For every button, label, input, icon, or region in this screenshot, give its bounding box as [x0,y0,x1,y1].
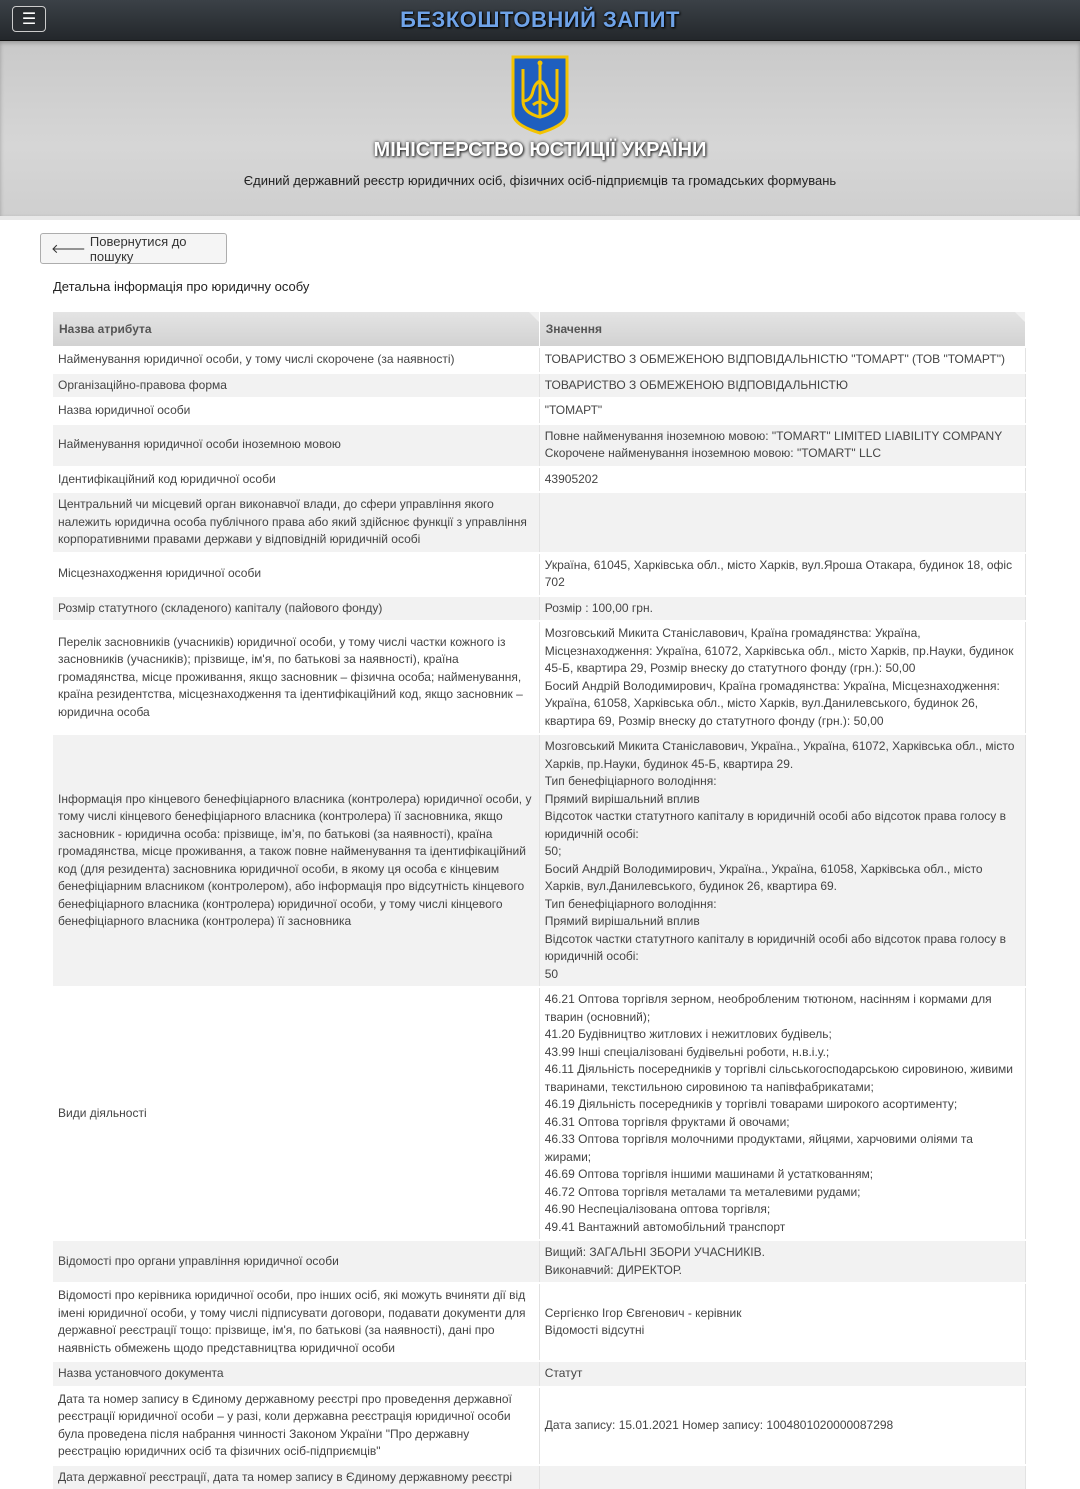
table-row [53,373,1026,399]
attribute-name: Місцезнаходження юридичної особи [53,553,539,596]
table-row [53,1240,1026,1283]
attribute-value: ТОВАРИСТВО З ОБМЕЖЕНОЮ ВІДПОВІДАЛЬНІСТЮ [539,373,1025,399]
attribute-name: Інформація про кінцевого бенефіціарного власника (контролера) юридичної особи, у тому числі кінцевого бенефіціарного власника (контролера) її засновника, якщо засновник - юридична особа: прізвище, ім’я, по батькові (за наявності), країна громадянства, місце проживання, а також повне найменування та ідентифікаційний код (для резидента) засновника юридичної особи, в якому ця особа є кінцевим бенефіціарним власником (контролером), або інформація про відсутність кінцевого бенефіціарного власника (контролера) юридичної особи, у тому числі кінцевого бенефіціарного власника (контролера) її засновника [53,734,539,987]
table-row [53,734,1026,987]
attribute-value: ТОВАРИСТВО З ОБМЕЖЕНОЮ ВІДПОВІДАЛЬНІСТЮ "ТОМАРТ" (ТОВ "ТОМАРТ") [539,347,1025,373]
back-button-label: Повернутися до пошуку [90,234,226,264]
attribute-name: Види діяльності [53,987,539,1240]
attribute-name: Найменування юридичної особи іноземною мовою [53,424,539,467]
top-bar-title: БЕЗКОШТОВНИЙ ЗАПИТ [0,0,1080,40]
column-header-value[interactable] [539,312,1025,347]
attribute-value: Мозговський Микита Станіславович, Україна., Україна, 61072, Харківська обл., місто Харків, пр.Науки, будинок 45-Б, квартира 29. Тип бенефіціарного володіння: Прямий вирішальний вплив Відсоток частки статутного капіталу в юридичній особі або відсоток права голосу в юридичній особі: 50; Босий Андрій Володимирович, Україна., Україна, 61058, Харківська обл., місто Харків, вул.Данилевського, будинок 26, квартира 69. Тип бенефіціарного володіння: Прямий вирішальний вплив Відсоток частки статутного капіталу в юридичній особі або відсоток права голосу в юридичній особі: 50 [539,734,1025,987]
column-header-label: Назва атрибута [59,322,152,336]
attribute-value: Україна, 61045, Харківська обл., місто Харків, вул.Яроша Отакара, будинок 18, офіс 702 [539,553,1025,596]
table-row [53,1283,1026,1361]
back-to-search-button[interactable] [40,233,227,264]
attribute-value [539,1465,1025,1489]
attribute-name: Ідентифікаційний код юридичної особи [53,467,539,493]
attribute-name: Організаційно-правова форма [53,373,539,399]
column-header-label: Значення [546,322,602,336]
ministry-header [0,41,1080,220]
attribute-value: Повне найменування іноземною мовою: "TOMART" LIMITED LIABILITY COMPANY Скорочене найменування іноземною мовою: "TOMART" LLC [539,424,1025,467]
table-header-row [53,312,1026,347]
attribute-name: Центральний чи місцевий орган виконавчої влади, до сфери управління якого належить юридична особа публічного права або який здійснює функції з управління корпоративними правами держави у відповідній юридичній особі [53,492,539,553]
table-row [53,987,1026,1240]
attribute-name: Перелік засновників (учасників) юридичної особи, у тому числі частки кожного із засновників (учасників); прізвище, ім'я, по батькові за наявності), країна громадянства, місце проживання, якщо засновник – фізична особа; найменування, країна резидентства, місцезнаходження та ідентифікаційний код, якщо засновник – юридична особа [53,621,539,734]
ministry-title: МІНІСТЕРСТВО ЮСТИЦІЇ УКРАЇНИ [0,139,1080,162]
attribute-name: Відомості про органи управління юридичної особи [53,1240,539,1283]
table-row [53,492,1026,553]
attribute-name: Назва установчого документа [53,1361,539,1387]
trident-emblem-icon [511,55,569,135]
attribute-name: Відомості про керівника юридичної особи, про інших осіб, які можуть вчиняти дії від імені юридичної особи, у тому числі підписувати договори, подавати документи для державної реєстрації тощо: прізвище, ім'я, по батькові (за наявності), дані про наявність обмежень щодо представництва юридичної особи [53,1283,539,1361]
attribute-value: 43905202 [539,467,1025,493]
top-bar [0,0,1080,41]
hamburger-menu-icon[interactable]: ☰ [12,6,46,32]
attribute-name: Дата та номер запису в Єдиному державному реєстрі про проведення державної реєстрації юридичної особи – у разі, коли державна реєстрація юридичної особи була проведена після набрання чинності Законом України "Про державну реєстрацію юридичних осіб та фізичних осіб-підприємців" [53,1387,539,1465]
entity-details-table [53,312,1026,1489]
attribute-name: Найменування юридичної особи, у тому числі скорочене (за наявності) [53,347,539,373]
table-row [53,553,1026,596]
table-row [53,398,1026,424]
attribute-value: Розмір : 100,00 грн. [539,596,1025,622]
attribute-value: "ТОМАРТ" [539,398,1025,424]
attribute-value: Вищий: ЗАГАЛЬНІ ЗБОРИ УЧАСНИКІВ. Виконавчий: ДИРЕКТОР. [539,1240,1025,1283]
table-row [53,347,1026,373]
attribute-value: Статут [539,1361,1025,1387]
attribute-value: Дата запису: 15.01.2021 Номер запису: 1004801020000087298 [539,1387,1025,1465]
table-row [53,596,1026,622]
arrow-left-icon: 🡐 [51,241,86,257]
registry-subtitle: Єдиний державний реєстр юридичних осіб, фізичних осіб-підприємців та громадських формувань [0,173,1080,188]
column-header-attribute[interactable] [53,312,539,347]
table-row [53,621,1026,734]
table-row [53,424,1026,467]
table-row [53,1387,1026,1465]
attribute-value: Мозговський Микита Станіславович, Країна громадянства: Україна, Місцезнаходження: Україна, 61072, Харківська обл., місто Харків, пр.Науки, будинок 45-Б, квартира 29, Розмір внеску до статутного фонду (грн.): 50,00 Босий Андрій Володимирович, Країна громадянства: Україна, Місцезнаходження: Україна, 61058, Харківська обл., місто Харків, вул.Данилевського, будинок 26, квартира 69, Розмір внеску до статутного фонду (грн.): 50,00 [539,621,1025,734]
section-title: Детальна інформація про юридичну особу [53,279,309,294]
attribute-value [539,492,1025,553]
table-row [53,1465,1026,1489]
attribute-name: Назва юридичної особи [53,398,539,424]
sort-corner-icon [1015,312,1025,322]
table-row [53,1361,1026,1387]
attribute-name: Дата державної реєстрації, дата та номер запису в Єдиному державному реєстрі [53,1465,539,1489]
attribute-value: Сергієнко Ігор Євгенович - керівник Відомості відсутні [539,1283,1025,1361]
sort-corner-icon [529,312,539,322]
table-row [53,467,1026,493]
attribute-name: Розмір статутного (складеного) капіталу (пайового фонду) [53,596,539,622]
attribute-value: 46.21 Оптова торгівля зерном, необробленим тютюном, насінням і кормами для тварин (основний); 41.20 Будівництво житлових і нежитлових будівель; 43.99 Інші спеціалізовані будівельні роботи, н.в.і.у.; 46.11 Діяльність посередників у торгівлі сільськогосподарською сировиною, живими тваринами, текстильною сировиною та напівфабрикатами; 46.19 Діяльність посередників у торгівлі товарами широкого асортименту; 46.31 Оптова торгівля фруктами й овочами; 46.33 Оптова торгівля молочними продуктами, яйцями, харчовими оліями та жирами; 46.69 Оптова торгівля іншими машинами й устаткованням; 46.72 Оптова торгівля металами та металевими рудами; 46.90 Неспеціалізована оптова торгівля; 49.41 Вантажний автомобільний транспорт [539,987,1025,1240]
